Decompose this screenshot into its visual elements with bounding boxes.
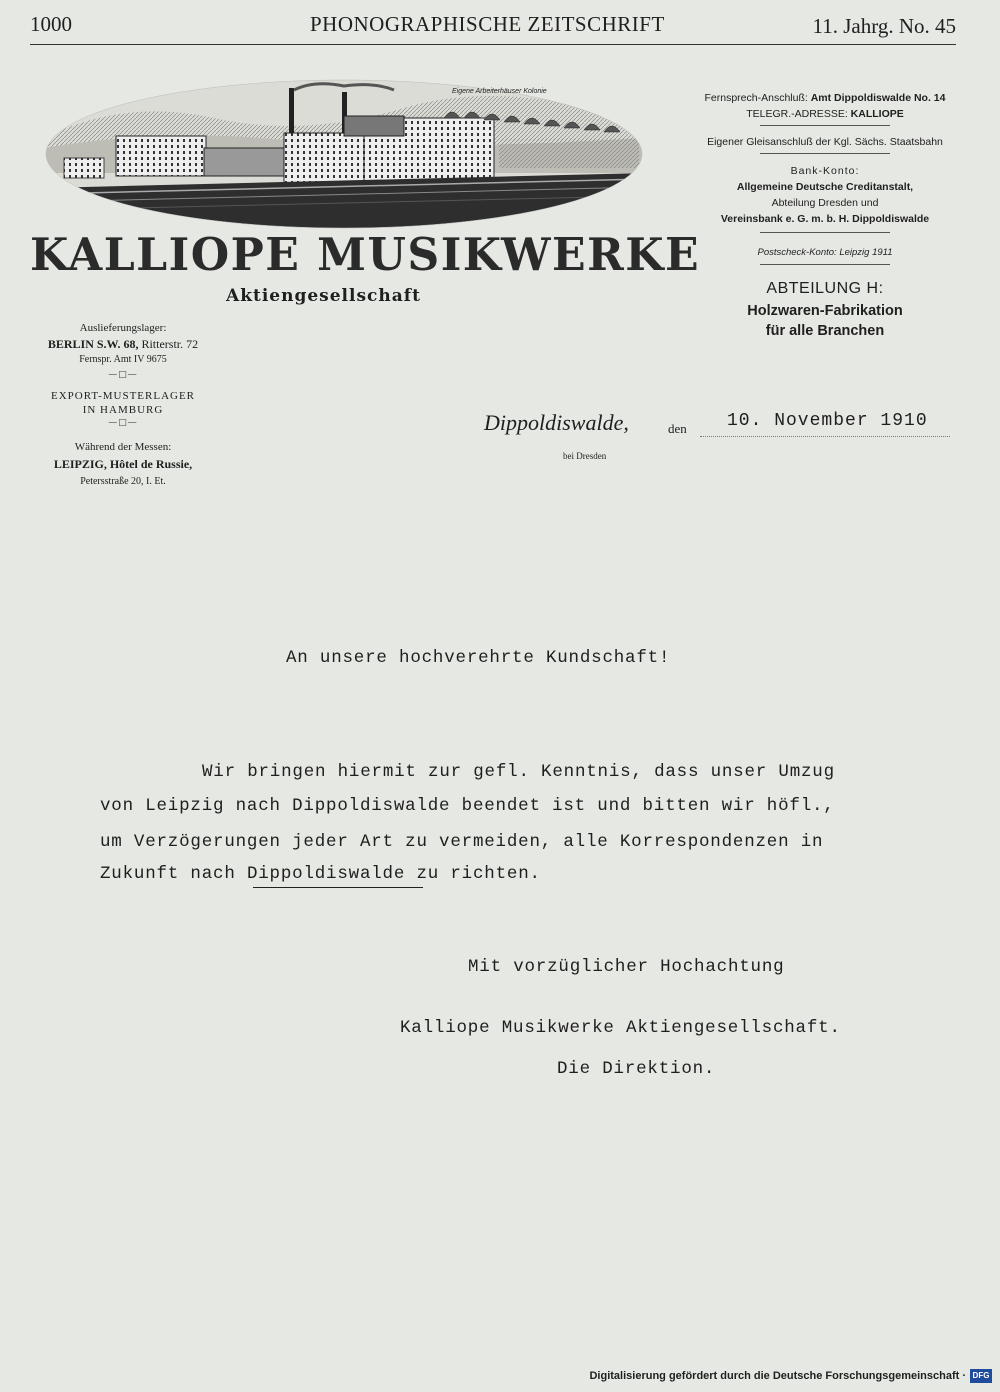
- phone-label: Fernsprech-Anschluß:: [704, 92, 811, 104]
- signature-direction: Die Direktion.: [557, 1059, 716, 1079]
- journal-title: PHONOGRAPHISCHE ZEITSCHRIFT: [310, 12, 665, 36]
- export-line-2: IN HAMBURG: [82, 404, 164, 416]
- body-line-3: um Verzögerungen jeder Art zu vermeiden, alle Korrespondenzen in: [100, 832, 824, 852]
- company-subtitle: Aktiengesellschaft: [226, 286, 421, 306]
- body-line-4: [100, 864, 541, 884]
- berlin-address: [3, 337, 243, 351]
- leipzig-street: Petersstraße 20, I. Et.: [80, 476, 166, 487]
- divider: [760, 264, 890, 265]
- berlin-phone: Fernspr. Amt IV 9675: [79, 354, 167, 365]
- header-rule: [30, 44, 956, 45]
- underline: [253, 887, 423, 888]
- closing: Mit vorzüglicher Hochachtung: [468, 957, 785, 977]
- signature-company: Kalliope Musikwerke Aktiengesellschaft.: [400, 1018, 841, 1038]
- bank-line-2: Abteilung Dresden und: [771, 197, 879, 209]
- bank-line-3: Vereinsbank e. G. m. b. H. Dippoldiswalde: [720, 213, 930, 225]
- telegram-value: KALLIOPE: [850, 108, 904, 120]
- phone-value: Amt Dippoldiswalde No. 14: [810, 92, 946, 104]
- body-line-4-post: zu richten.: [405, 864, 541, 884]
- body-line-2: von Leipzig nach Dippoldiswalde beendet ist und bitten wir höfl.,: [100, 796, 835, 816]
- digitization-credit: Digitalisierung gefördert durch die Deutsche Forschungsgemeinschaft ·: [589, 1370, 966, 1382]
- berlin-address-bold: BERLIN S.W. 68,: [47, 337, 139, 351]
- place-name: Dippoldiswalde,: [484, 410, 629, 435]
- factory-caption: Eigene Arbeiterhäuser Kolonie: [452, 88, 547, 95]
- factory-illustration: [44, 78, 644, 230]
- postscheck-info: Postscheck-Konto: Leipzig 1911: [757, 247, 893, 258]
- divider: [760, 153, 890, 154]
- divider: [760, 125, 890, 126]
- place-subtitle: bei Dresden: [563, 451, 607, 461]
- body-line-4-underlined: Dippoldiswalde: [246, 864, 406, 884]
- bank-line-1: Allgemeine Deutsche Creditanstalt,: [736, 181, 914, 193]
- page-number: 1000: [30, 12, 72, 36]
- ornament-divider: —□—: [108, 370, 138, 380]
- leipzig-address: [3, 457, 243, 471]
- phone-info: [680, 91, 970, 105]
- leipzig-address-bold: LEIPZIG,: [53, 457, 107, 471]
- warehouse-label: Auslieferungslager:: [79, 322, 167, 334]
- leipzig-address-rest: Hôtel de Russie,: [106, 457, 193, 471]
- issue-number: 11. Jahrg. No. 45: [812, 14, 956, 38]
- date-rule: [700, 436, 950, 437]
- department-line-2: für alle Branchen: [765, 323, 885, 339]
- rail-info: Eigener Gleisanschluß der Kgl. Sächs. Staatsbahn: [707, 136, 943, 148]
- body-line-4-pre: Zukunft nach: [100, 864, 247, 884]
- department-line-1: Holzwaren-Fabrikation: [747, 303, 903, 319]
- export-line-1: EXPORT-MUSTERLAGER: [50, 390, 196, 402]
- letter-date: 10. November 1910: [727, 411, 928, 431]
- divider: [760, 232, 890, 233]
- fairs-label: Während der Messen:: [74, 441, 172, 453]
- telegram-info: [680, 107, 970, 121]
- dfg-logo: DFG: [970, 1369, 992, 1383]
- berlin-address-rest: Ritterstr. 72: [138, 337, 199, 351]
- department-label: ABTEILUNG H:: [766, 280, 884, 297]
- telegram-label: TELEGR.-ADRESSE:: [746, 108, 851, 120]
- ornament-divider: —□—: [108, 418, 138, 428]
- bank-label: Bank-Konto:: [790, 165, 860, 177]
- body-line-1: Wir bringen hiermit zur gefl. Kenntnis, dass unser Umzug: [202, 762, 835, 782]
- company-name: KALLIOPE MUSIKWERKE: [30, 228, 701, 281]
- salutation: An unsere hochverehrte Kundschaft!: [286, 648, 671, 668]
- place-den: den: [668, 421, 687, 436]
